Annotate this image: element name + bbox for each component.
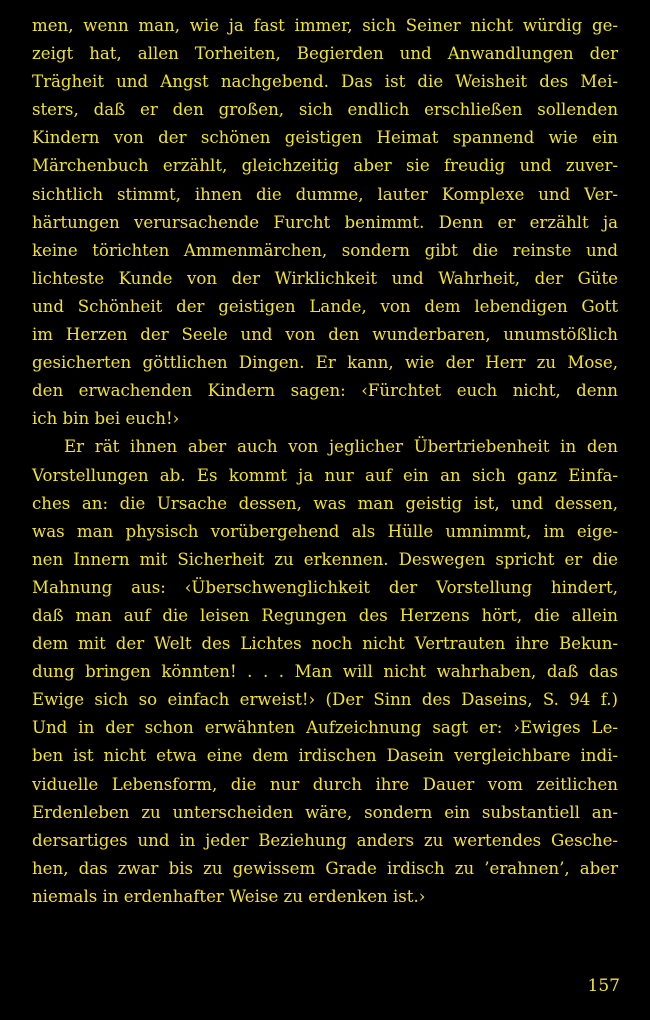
text-line: lichteste Kunde von der Wirklichkeit und Wahrheit, der Güte [32, 268, 618, 288]
text-line: im Herzen der Seele und von den wunderbaren, unumstößlich [32, 325, 618, 345]
text-line: Vorstellungen ab. Es kommt ja nur auf ein an sich ganz Einfa- [32, 465, 618, 485]
text-line: Trägheit und Angst nachgebend. Das ist die Weisheit des Mei- [32, 72, 618, 92]
text-line: Mahnung aus: ‹Überschwenglichkeit der Vorstellung hindert, [32, 577, 618, 597]
text-line: dung bringen könnten! . . . Man will nicht wahrhaben, daß das [32, 662, 618, 682]
page-number: 157 [587, 976, 620, 996]
text-line: härtungen verursachende Furcht benimmt. Denn er erzählt ja [32, 212, 618, 232]
text-line: den erwachenden Kindern sagen: ‹Fürchtet euch nicht, denn [32, 381, 618, 401]
text-line: Und in der schon erwähnten Aufzeichnung sagt er: ›Ewiges Le- [32, 718, 618, 738]
body-text [32, 12, 618, 911]
text-line: sters, daß er den großen, sich endlich erschließen sollenden [32, 100, 618, 120]
text-line: daß man auf die leisen Regungen des Herzens hört, die allein [32, 605, 618, 625]
text-line: viduelle Lebensform, die nur durch ihre Dauer vom zeitlichen [32, 774, 618, 794]
paragraph-1 [32, 12, 618, 433]
text-line: Ewige sich so einfach erweist!› (Der Sinn des Daseins, S. 94 f.) [32, 690, 618, 710]
text-line: niemals in erdenhafter Weise zu erdenken ist.› [32, 886, 426, 906]
paragraph-2 [32, 433, 618, 911]
text-line: gesicherten göttlichen Dingen. Er kann, wie der Herr zu Mose, [32, 353, 618, 373]
text-line: und Schönheit der geistigen Lande, von dem lebendigen Gott [32, 296, 618, 316]
text-line: nen Innern mit Sicherheit zu erkennen. Deswegen spricht er die [32, 549, 618, 569]
text-line: Erdenleben zu unterscheiden wäre, sondern ein substantiell an- [32, 802, 618, 822]
text-line: was man physisch vorübergehend als Hülle umnimmt, im eige- [32, 521, 618, 541]
text-line: dersartiges und in jeder Beziehung anders zu wertendes Gesche- [32, 830, 618, 850]
text-line: ben ist nicht etwa eine dem irdischen Dasein vergleichbare indi- [32, 746, 618, 766]
text-line: Er rät ihnen aber auch von jeglicher Übertriebenheit in den [64, 437, 618, 457]
text-line: ich bin bei euch!› [32, 409, 180, 429]
text-line: dem mit der Welt des Lichtes noch nicht Vertrauten ihre Bekun- [32, 634, 618, 654]
text-line: ches an: die Ursache dessen, was man geistig ist, und dessen, [32, 493, 618, 513]
text-line: zeigt hat, allen Torheiten, Begierden und Anwandlungen der [32, 44, 618, 64]
text-line: hen, das zwar bis zu gewissem Grade irdisch zu ’erahnen’, aber [32, 858, 618, 878]
text-line: men, wenn man, wie ja fast immer, sich Seiner nicht würdig ge- [32, 16, 618, 35]
text-line: Kindern von der schönen geistigen Heimat spannend wie ein [32, 128, 618, 148]
text-line: sichtlich stimmt, ihnen die dumme, lauter Komplexe und Ver- [32, 184, 618, 204]
text-line: keine törichten Ammenmärchen, sondern gibt die reinste und [32, 240, 618, 260]
text-line: Märchenbuch erzählt, gleichzeitig aber sie freudig und zuver- [32, 156, 618, 176]
